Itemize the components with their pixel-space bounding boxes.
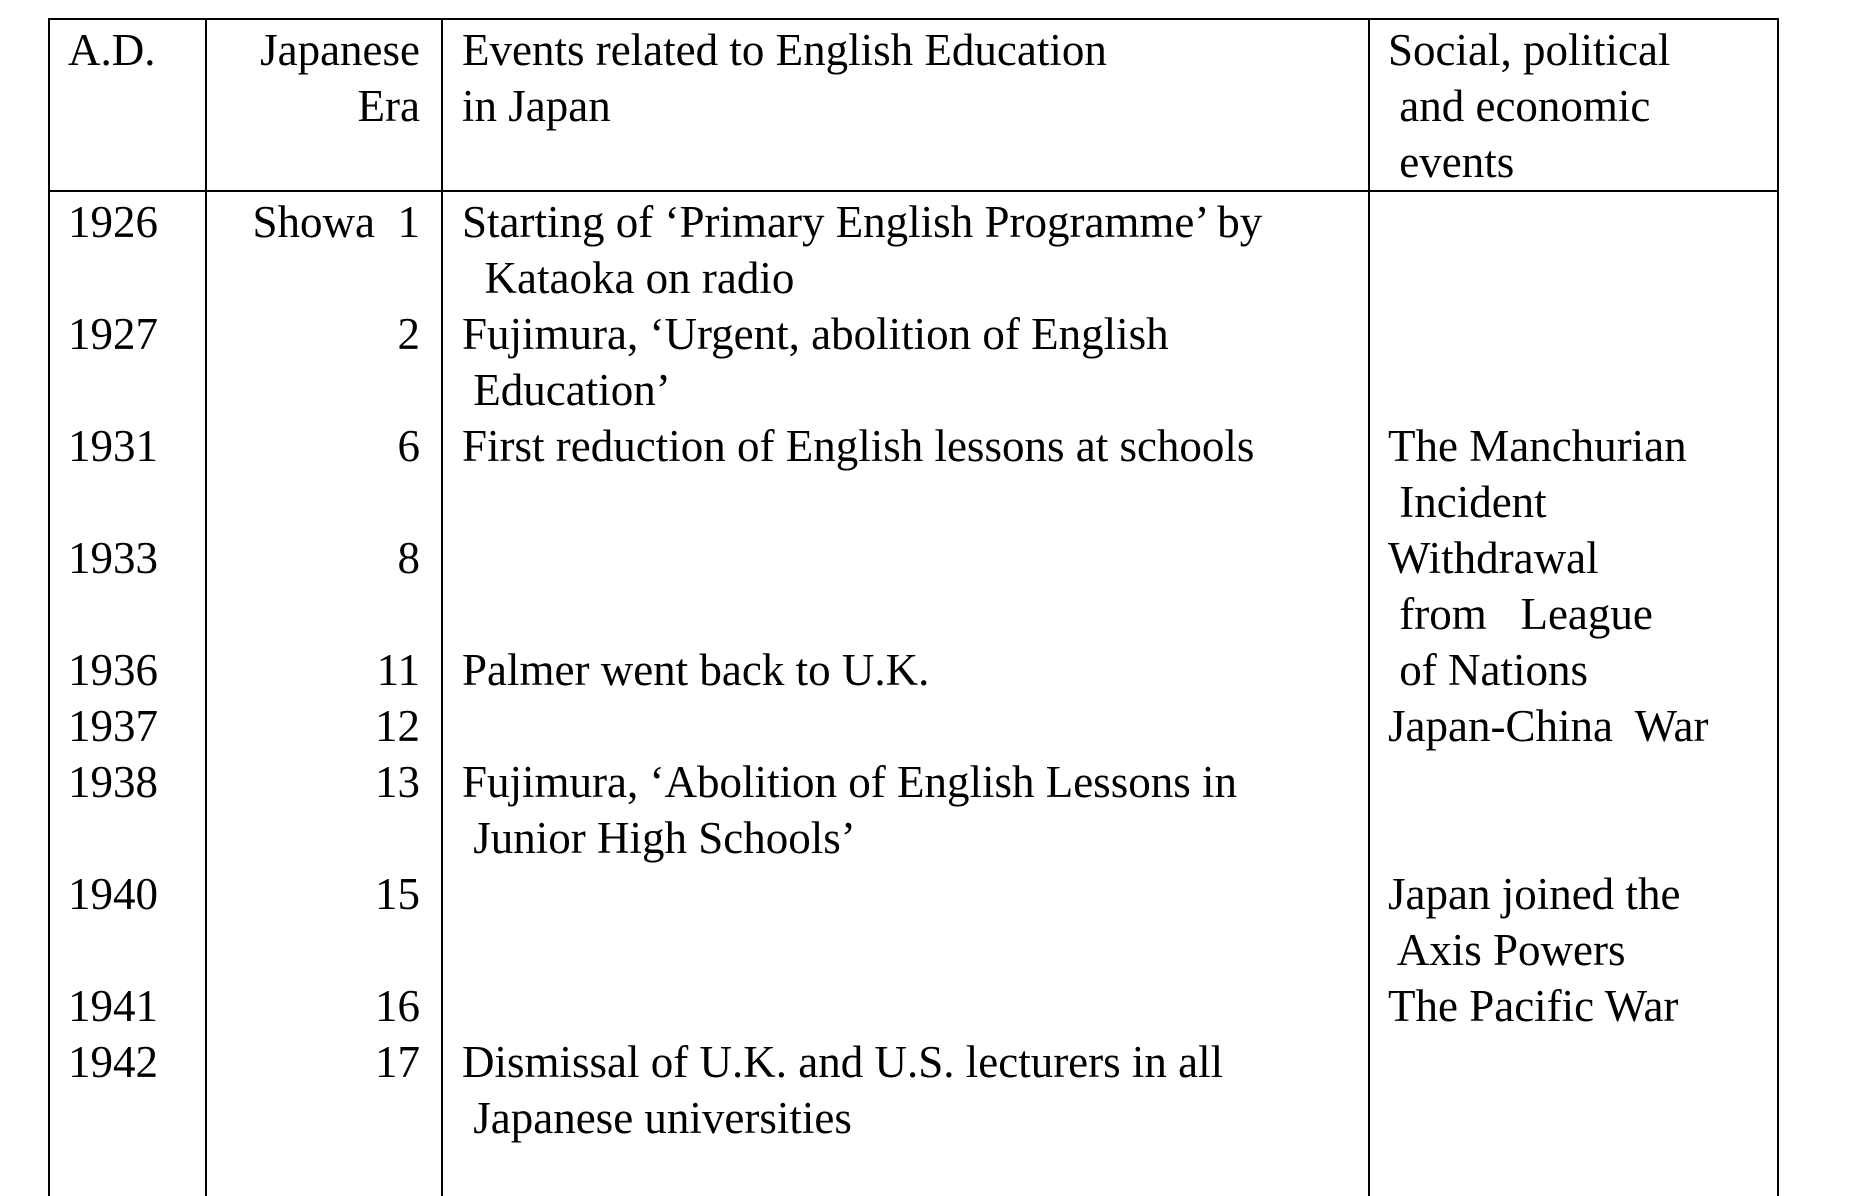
cell-era: 17: [375, 1037, 420, 1087]
cell-social-event: Withdrawal: [1388, 533, 1599, 583]
cell-event: Starting of ‘Primary English Programme’ by: [462, 197, 1263, 247]
cell-social-event: of Nations: [1388, 645, 1588, 695]
cell-year: 1940: [68, 869, 158, 919]
cell-event: Fujimura, ‘Abolition of English Lessons in: [462, 757, 1237, 807]
cell-era: 15: [375, 869, 420, 919]
cell-era: 6: [397, 421, 420, 471]
cell-era: 13: [375, 757, 420, 807]
header-era: Japanese: [260, 25, 420, 75]
cell-social-event: Incident: [1388, 477, 1547, 527]
cell-event: First reduction of English lessons at schools: [462, 421, 1255, 471]
header-social: events: [1388, 137, 1515, 187]
cell-year: 1936: [68, 645, 158, 695]
cell-social-event: Japan joined the: [1388, 869, 1681, 919]
cell-social-event: The Pacific War: [1388, 981, 1679, 1031]
cell-event: Junior High Schools’: [462, 813, 856, 863]
cell-social-event: Axis Powers: [1388, 925, 1626, 975]
cell-year: 1926: [68, 197, 158, 247]
cell-year: 1937: [68, 701, 158, 751]
column-divider: [441, 20, 443, 1196]
header-social: and economic: [1388, 81, 1651, 131]
cell-year: 1942: [68, 1037, 158, 1087]
header-events: in Japan: [462, 81, 611, 131]
cell-era: 16: [375, 981, 420, 1031]
header-divider: [50, 190, 1777, 192]
cell-era: 8: [397, 533, 420, 583]
cell-era: Showa 1: [252, 197, 420, 247]
cell-event: Kataoka on radio: [462, 253, 795, 303]
cell-event: Fujimura, ‘Urgent, abolition of English: [462, 309, 1169, 359]
header-social: Social, political: [1388, 25, 1671, 75]
cell-event: Japanese universities: [462, 1093, 852, 1143]
header-ad: A.D.: [68, 25, 156, 75]
column-divider: [1368, 20, 1370, 1196]
header-era: Era: [357, 81, 420, 131]
cell-year: 1941: [68, 981, 158, 1031]
cell-year: 1933: [68, 533, 158, 583]
cell-event: Palmer went back to U.K.: [462, 645, 930, 695]
header-events: Events related to English Education: [462, 25, 1107, 75]
cell-event: Dismissal of U.K. and U.S. lecturers in all: [462, 1037, 1224, 1087]
cell-social-event: Japan-China War: [1388, 701, 1709, 751]
cell-era: 11: [376, 645, 420, 695]
cell-social-event: from League: [1388, 589, 1653, 639]
cell-year: 1931: [68, 421, 158, 471]
cell-era: 2: [397, 309, 420, 359]
cell-event: Education’: [462, 365, 671, 415]
cell-era: 12: [375, 701, 420, 751]
cell-year: 1927: [68, 309, 158, 359]
cell-year: 1938: [68, 757, 158, 807]
cell-social-event: The Manchurian: [1388, 421, 1687, 471]
